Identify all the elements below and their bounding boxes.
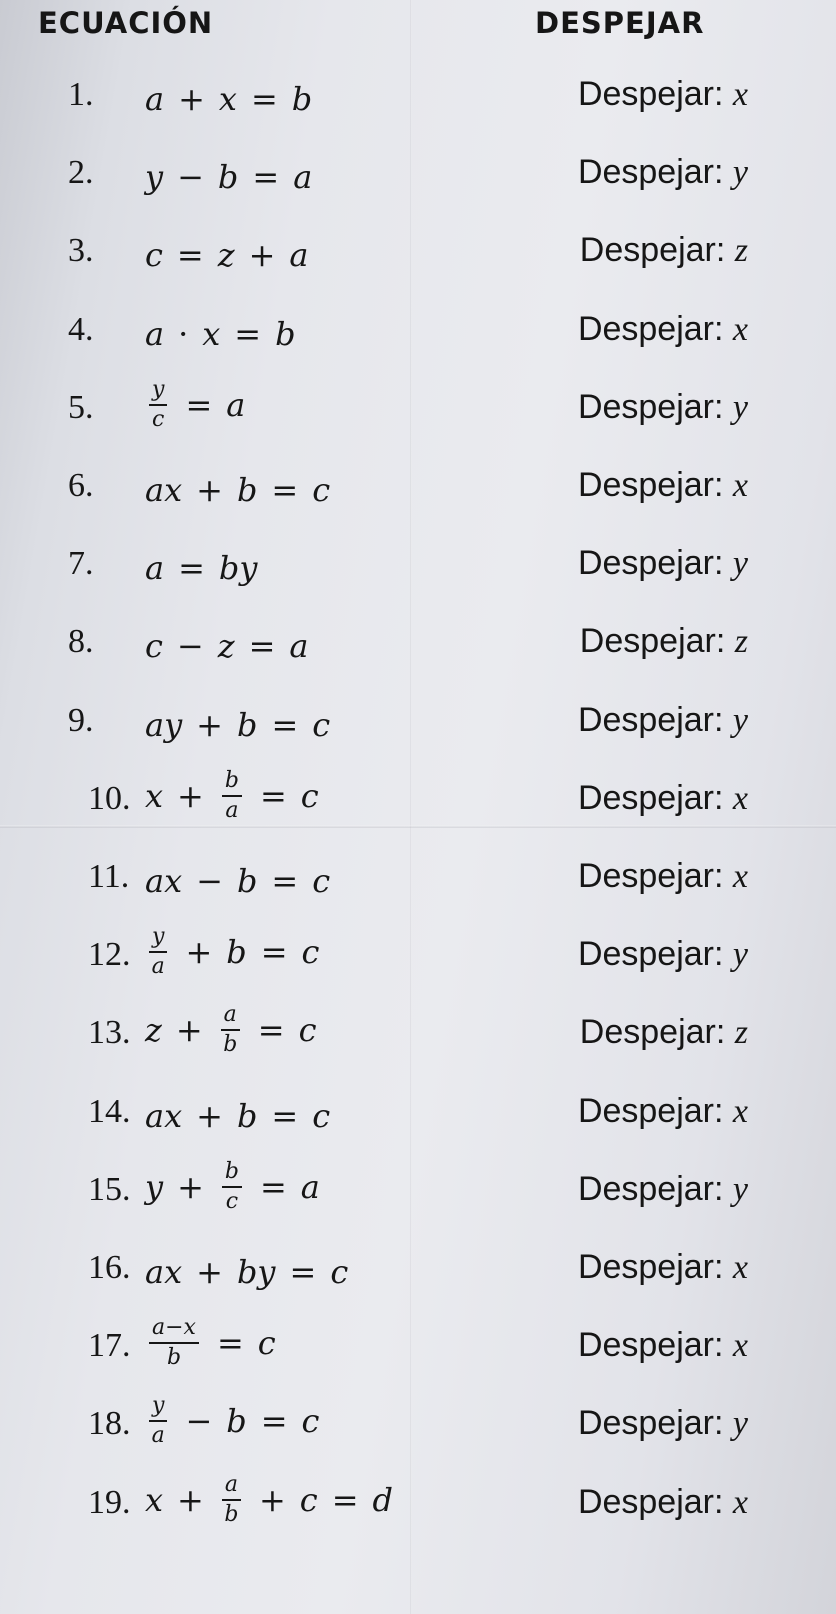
equation-row (0, 303, 836, 373)
term: b (236, 471, 258, 509)
target-variable: x (732, 858, 748, 895)
equation (145, 1004, 317, 1056)
despejar-instruction (578, 935, 748, 974)
target-variable: y (732, 545, 748, 583)
numerator: y (149, 1395, 167, 1422)
target-variable: z (734, 232, 748, 270)
item-number: 16. (88, 1249, 131, 1286)
fraction (222, 767, 242, 823)
term: b (236, 705, 258, 744)
equation-row (0, 1471, 836, 1546)
equation (145, 549, 257, 587)
equation-row (0, 459, 836, 529)
item-number: 10. (88, 779, 131, 817)
equation-row (0, 1085, 836, 1155)
despejar-instruction (578, 75, 748, 114)
despejar-label: Despejar: (579, 231, 735, 270)
equation-row (0, 1315, 836, 1389)
despejar-label: Despejar: (577, 75, 733, 113)
operator: = (260, 1402, 288, 1441)
term: c (312, 862, 331, 900)
operator: = (257, 1011, 285, 1050)
despejar-instruction (580, 1013, 748, 1052)
operator: = (248, 627, 276, 666)
equation (145, 1471, 394, 1527)
term: c (330, 1253, 349, 1291)
fraction (222, 1471, 241, 1527)
operator: · (178, 314, 189, 353)
operator: − (176, 627, 204, 666)
fraction (149, 926, 167, 978)
despejar-label: Despejar: (577, 857, 733, 895)
term: c (300, 776, 319, 815)
term: c (312, 471, 331, 509)
item-number: 4. (68, 310, 94, 348)
equation-row (0, 924, 836, 998)
term: a (145, 314, 165, 353)
term: d (372, 1480, 394, 1519)
despejar-label: Despejar: (577, 1169, 733, 1208)
operator: = (331, 1480, 359, 1519)
equation-row (0, 1002, 836, 1076)
despejar-instruction (578, 1248, 748, 1287)
equation (145, 471, 330, 509)
equation-row (0, 376, 836, 451)
despejar-instruction (578, 1326, 748, 1365)
equation (145, 1097, 330, 1135)
term: by (218, 549, 258, 588)
despejar-label: Despejar: (577, 1326, 733, 1365)
despejar-label: Despejar: (577, 387, 733, 426)
despejar-label: Despejar: (577, 1482, 733, 1521)
denominator: a (151, 954, 165, 980)
term: a (145, 80, 165, 118)
item-number: 5. (68, 388, 94, 426)
term: a (226, 385, 246, 424)
item-number: 13. (88, 1014, 131, 1052)
target-variable: y (732, 154, 748, 192)
operator: + (177, 1167, 204, 1206)
target-variable: z (734, 1014, 748, 1052)
fraction (149, 1317, 199, 1369)
denominator: b (224, 1501, 239, 1527)
header-despejar: DESPEJAR (535, 6, 705, 40)
despejar-label: Despejar: (577, 700, 733, 739)
operator: + (196, 705, 223, 744)
item-number: 17. (88, 1327, 131, 1365)
target-variable: x (732, 1249, 748, 1286)
equation-row (0, 68, 836, 138)
denominator: c (225, 1188, 239, 1214)
item-number: 19. (88, 1483, 131, 1521)
item-number: 9. (68, 701, 94, 739)
operator: = (260, 933, 288, 972)
operator: = (250, 80, 278, 118)
equation-row (0, 767, 836, 842)
term: c (145, 236, 163, 275)
term: b (217, 158, 239, 197)
operator: = (185, 385, 213, 424)
despejar-label: Despejar: (577, 153, 733, 192)
despejar-label: Despejar: (577, 309, 733, 348)
fraction (149, 376, 167, 432)
item-number: 3. (68, 232, 94, 270)
target-variable: y (732, 701, 748, 739)
term: b (226, 933, 247, 972)
item-number: 1. (68, 76, 94, 113)
equation (145, 158, 312, 196)
term: x (218, 80, 237, 118)
equation (145, 1253, 348, 1291)
term: a (145, 549, 165, 588)
equation (145, 926, 319, 978)
numerator: y (149, 379, 167, 406)
despejar-instruction (578, 857, 748, 896)
operator: = (271, 1096, 299, 1135)
denominator: a (151, 1423, 165, 1449)
term: a (289, 627, 309, 666)
term: y (145, 1167, 164, 1206)
despejar-label: Despejar: (577, 544, 733, 583)
despejar-instruction (578, 779, 748, 818)
term: z (145, 1011, 162, 1050)
term: ax (145, 1096, 183, 1135)
equation (145, 376, 246, 432)
despejar-label: Despejar: (577, 935, 733, 974)
term: b (236, 1096, 258, 1135)
equation (145, 627, 308, 665)
denominator: b (166, 1345, 182, 1371)
despejar-label: Despejar: (577, 1404, 733, 1443)
operator: = (216, 1324, 244, 1363)
numerator: a (221, 1004, 240, 1031)
equation-row (0, 850, 836, 920)
operator: + (196, 1096, 223, 1135)
term: x (145, 1480, 164, 1519)
target-variable: y (732, 388, 748, 426)
operator: = (252, 158, 280, 197)
equation (145, 1158, 320, 1214)
equation (145, 1317, 276, 1369)
despejar-label: Despejar: (577, 1091, 733, 1130)
equation (145, 80, 312, 118)
equation (145, 706, 330, 744)
operator: − (177, 158, 204, 197)
target-variable: x (732, 1483, 748, 1521)
despejar-instruction (578, 1170, 748, 1209)
fraction (149, 1395, 167, 1447)
target-variable: z (734, 623, 748, 661)
despejar-instruction (578, 1404, 748, 1443)
target-variable: x (732, 76, 748, 113)
despejar-instruction (578, 310, 748, 349)
operator: = (271, 705, 299, 744)
operator: + (177, 776, 204, 815)
despejar-instruction (578, 701, 748, 740)
term: b (236, 862, 258, 900)
target-variable: x (732, 467, 748, 504)
target-variable: y (732, 1405, 748, 1443)
item-number: 11. (88, 858, 130, 895)
term: x (202, 314, 221, 353)
item-number: 18. (88, 1405, 131, 1443)
operator: + (175, 1011, 203, 1050)
item-number: 6. (68, 467, 94, 504)
operator: = (271, 862, 299, 900)
equation (145, 862, 330, 900)
despejar-instruction (578, 1092, 748, 1131)
operator: + (248, 236, 276, 275)
item-number: 2. (68, 154, 94, 192)
operator: + (177, 1480, 204, 1519)
despejar-instruction (580, 622, 748, 661)
numerator: b (222, 1161, 242, 1188)
target-variable: x (732, 1092, 748, 1130)
equation-row (0, 694, 836, 764)
operator: − (196, 862, 223, 900)
target-variable: x (732, 1327, 748, 1365)
term: c (145, 627, 163, 666)
equation-row (0, 146, 836, 216)
equation-row (0, 615, 836, 685)
item-number: 8. (68, 623, 94, 661)
term: y (145, 158, 164, 197)
despejar-label: Despejar: (577, 466, 733, 504)
term: ay (145, 705, 183, 744)
despejar-label: Despejar: (577, 1248, 733, 1286)
operator: + (258, 1480, 286, 1519)
term: b (226, 1402, 247, 1441)
term: c (257, 1324, 276, 1363)
term: a (293, 158, 313, 197)
despejar-label: Despejar: (577, 778, 733, 817)
term: b (291, 80, 313, 118)
operator: = (271, 471, 299, 509)
equation-row (0, 537, 836, 607)
term: a (289, 236, 309, 275)
operator: + (196, 471, 223, 509)
numerator: a−x (149, 1317, 199, 1344)
item-number: 12. (88, 936, 131, 974)
operator: + (185, 933, 213, 972)
target-variable: x (732, 310, 748, 348)
denominator: c (152, 406, 165, 432)
fraction (222, 1158, 242, 1214)
term: ax (145, 862, 183, 900)
fraction (221, 1004, 240, 1056)
item-number: 7. (68, 545, 94, 583)
equation (145, 767, 319, 823)
term: by (236, 1253, 276, 1291)
header-ecuacion: ECUACIÓN (38, 6, 214, 40)
term: x (145, 776, 164, 815)
term: c (312, 1096, 331, 1135)
despejar-instruction (578, 466, 748, 505)
operator: = (234, 314, 262, 353)
term: ax (145, 1253, 183, 1291)
equation-row (0, 224, 836, 294)
despejar-instruction (578, 544, 748, 583)
operator: + (196, 1253, 223, 1291)
equation-row (0, 1158, 836, 1233)
term: z (217, 627, 235, 666)
term: z (217, 236, 235, 275)
term: c (301, 1402, 320, 1441)
despejar-instruction (580, 231, 748, 270)
operator: = (259, 776, 287, 815)
target-variable: y (732, 1170, 748, 1208)
term: a (300, 1167, 320, 1206)
equation (145, 236, 308, 274)
operator: = (259, 1167, 287, 1206)
equation-row (0, 1393, 836, 1467)
denominator: a (225, 797, 239, 823)
target-variable: y (732, 936, 748, 974)
term: c (298, 1011, 317, 1050)
despejar-label: Despejar: (579, 622, 735, 661)
despejar-instruction (578, 388, 748, 427)
numerator: y (149, 926, 167, 953)
despejar-instruction (578, 153, 748, 192)
term: c (301, 933, 320, 972)
operator: − (185, 1402, 213, 1441)
numerator: a (222, 1474, 241, 1501)
item-number: 14. (88, 1092, 131, 1130)
term: c (299, 1480, 318, 1519)
operator: = (176, 236, 204, 275)
target-variable: x (732, 779, 748, 817)
operator: = (178, 549, 205, 588)
equation-row (0, 1241, 836, 1311)
despejar-label: Despejar: (579, 1013, 735, 1052)
term: ax (145, 471, 183, 509)
denominator: b (223, 1032, 238, 1058)
term: c (312, 705, 331, 744)
item-number: 15. (88, 1170, 131, 1208)
equation (145, 1395, 319, 1447)
term: b (275, 314, 296, 353)
operator: = (289, 1253, 317, 1291)
equation (145, 315, 296, 353)
operator: + (178, 80, 205, 118)
despejar-instruction (578, 1483, 748, 1522)
numerator: b (222, 770, 242, 797)
